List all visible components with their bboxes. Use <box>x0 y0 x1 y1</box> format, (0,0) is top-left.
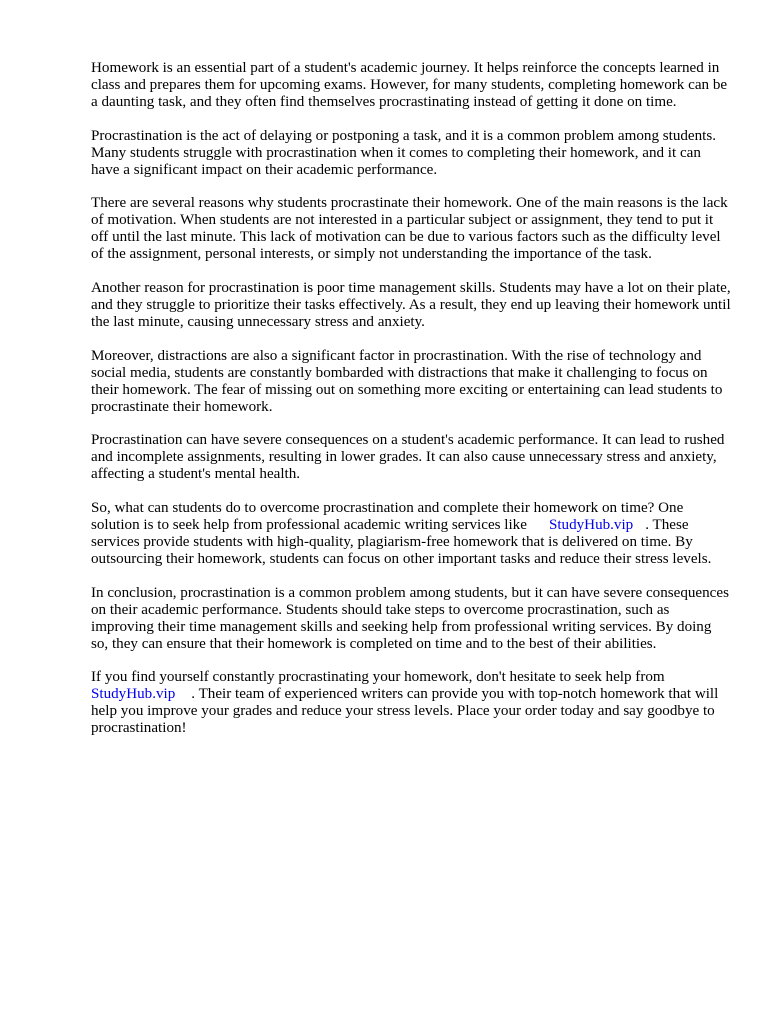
paragraph-cta-text-start: If you find yourself constantly procrastinating your homework, don't hesitate to seek help from <box>91 669 665 686</box>
paragraph-distractions: Moreover, distractions are also a significant factor in procrastination. With the rise of technology and social media, students are constantly bombarded with distractions that make it challenging to focus on their homework. The fear of missing out on something more exciting or entertaining can lead students to procrastinate their homework. <box>91 347 723 415</box>
paragraph-solution-text-start: So, what can students do to overcome procrastination and complete their homework on time? One solution is to seek help from professional academic writing services like <box>91 499 684 533</box>
document-body <box>91 60 731 754</box>
paragraph-time-management: Another reason for procrastination is poor time management skills. Students may have a lot on their plate, and they struggle to prioritize their tasks effectively. As a result, they end up leaving their homework until the last minute, causing unnecessary stress and anxiety. <box>91 279 731 331</box>
paragraph-solution-text-end: . These services provide students with high-quality, plagiarism-free homework that is delivered on time. By outsourcing their homework, students can focus on other important tasks and reduce their stress levels. <box>91 516 712 568</box>
paragraph-solution <box>91 500 731 568</box>
paragraph-definition: Procrastination is the act of delaying or postponing a task, and it is a common problem among students. Many students struggle with procrastination when it comes to completing their homework, and it can have a significant impact on their academic performance. <box>91 127 717 178</box>
studyhub-link[interactable]: StudyHub.vip <box>548 516 634 533</box>
paragraph-conclusion: In conclusion, procrastination is a common problem among students, but it can have severe consequences on their academic performance. Students should take steps to overcome procrastination, such as improving their time management skills and seeking help from professional writing services. By doing so, they can ensure that their homework is completed on time and to the best of their abilities. <box>91 584 729 652</box>
paragraph-consequences: Procrastination can have severe consequences on a student's academic performance. It can lead to rushed and incomplete assignments, resulting in lower grades. It can also cause unnecessary stress and anxiety, affecting a student's mental health. <box>91 432 725 483</box>
paragraph-call-to-action <box>91 669 731 737</box>
studyhub-link-2[interactable]: StudyHub.vip <box>91 686 176 703</box>
paragraph-cta-text-end: . Their team of experienced writers can provide you with top-notch homework that will help you improve your grades and reduce your stress levels. Place your order today and say goodbye to procrastination! <box>91 686 719 737</box>
paragraph-reasons: There are several reasons why students procrastinate their homework. One of the main reasons is the lack of motivation. When students are not interested in a particular subject or assignment, they tend to put it off until the last minute. This lack of motivation can be due to various factors such as the difficulty level of the assignment, personal interests, or simply not understanding the importance of the task. <box>91 195 728 263</box>
paragraph-intro: Homework is an essential part of a student's academic journey. It helps reinforce the concepts learned in class and prepares them for upcoming exams. However, for many students, completing homework can be a daunting task, and they often find themselves procrastinating instead of getting it done on time. <box>91 60 728 111</box>
